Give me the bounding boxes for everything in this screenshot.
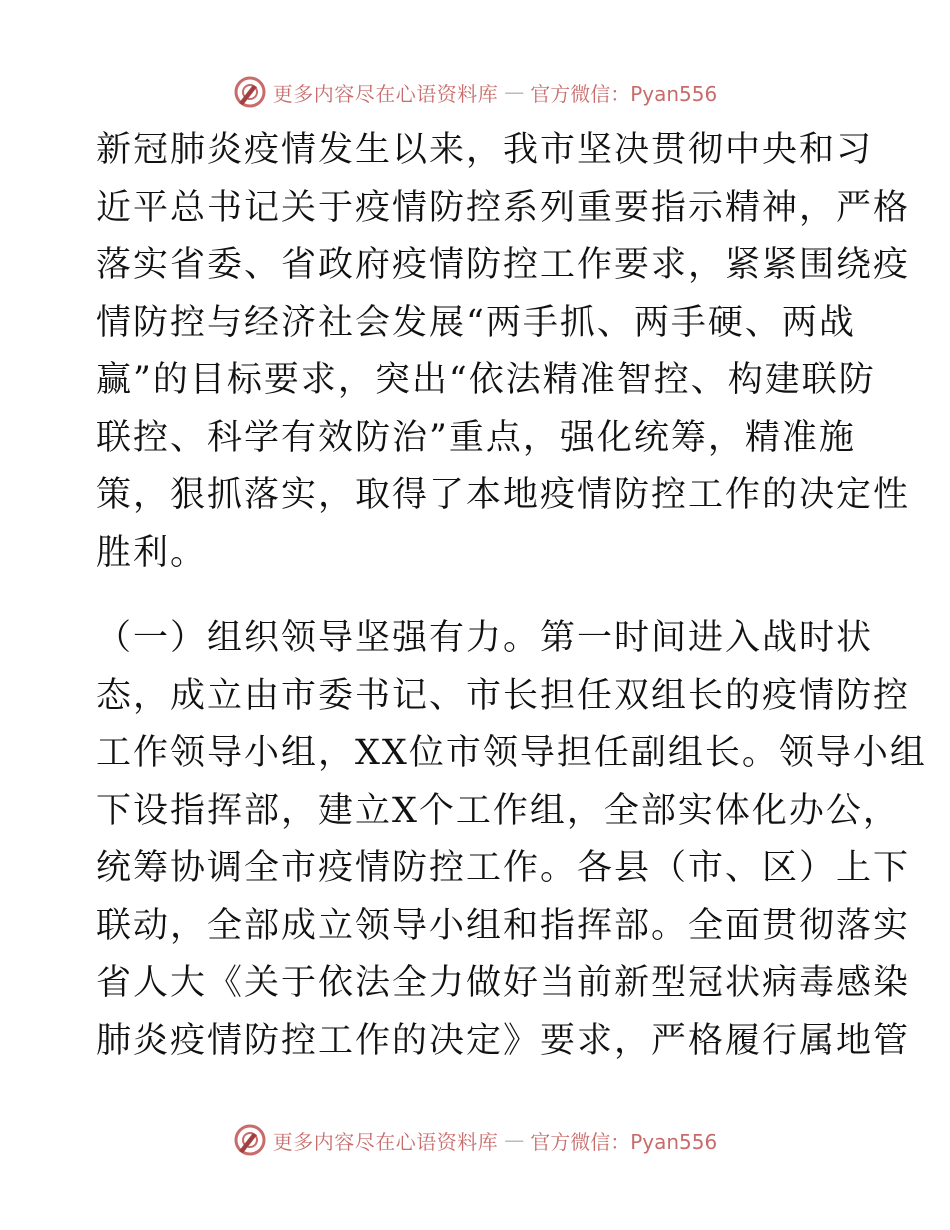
banner-separator: — xyxy=(504,1128,525,1152)
banner-wechat-text: 官方微信：Pyan556 xyxy=(530,1129,718,1154)
text-line: 近平总书记关于疫情防控系列重要指示精神，严格 xyxy=(96,187,911,228)
text-line: 新冠肺炎疫情发生以来，我市坚决贯彻中央和习 xyxy=(96,130,874,170)
text-line: 省人大《关于依法全力做好当前新型冠状病毒感染 xyxy=(96,963,911,1003)
text-line: 统筹协调全市疫情防控工作。各县（市、区）上下 xyxy=(96,848,911,888)
paragraph-section-1 xyxy=(96,610,927,1070)
brand-logo-icon xyxy=(233,1123,267,1157)
banner-separator: — xyxy=(504,80,525,104)
footer-banner xyxy=(0,1120,950,1160)
text-line: 策，狠抓落实，取得了本地疫情防控工作的决定性 xyxy=(96,475,911,515)
text-line: 工作领导小组，XX位市领导担任副组长。领导小组 xyxy=(96,733,927,773)
text-line: 态，成立由市委书记、市长担任双组长的疫情防控 xyxy=(96,675,911,716)
brand-logo-icon xyxy=(233,75,267,109)
banner-wechat-text: 官方微信：Pyan556 xyxy=(530,81,718,106)
paragraph-gap xyxy=(96,582,856,610)
text-line: （一）组织领导坚强有力。第一时间进入战时状 xyxy=(96,618,874,658)
text-line: 联动，全部成立领导小组和指挥部。全面贯彻落实 xyxy=(96,905,911,946)
text-line: 肺炎疫情防控工作的决定》要求，严格履行属地管 xyxy=(96,1020,911,1061)
text-line: 赢”的目标要求，突出“依法精准智控、构建联防 xyxy=(96,360,876,400)
text-line: 情防控与经济社会发展“两手抓、两手硬、两战 xyxy=(96,302,856,343)
banner-brand-text: 更多内容尽在心语资料库 xyxy=(272,1129,499,1154)
paragraph-intro xyxy=(96,122,911,582)
text-line: 胜利。 xyxy=(96,532,208,573)
text-line: 联控、科学有效防治”重点，强化统筹，精准施 xyxy=(96,417,856,458)
document-body xyxy=(96,122,927,1070)
banner-brand-text: 更多内容尽在心语资料库 xyxy=(272,81,499,106)
header-banner xyxy=(0,72,950,112)
text-line: 落实省委、省政府疫情防控工作要求，紧紧围绕疫 xyxy=(96,245,911,285)
text-line: 下设指挥部，建立X个工作组，全部实体化办公， xyxy=(96,790,900,831)
